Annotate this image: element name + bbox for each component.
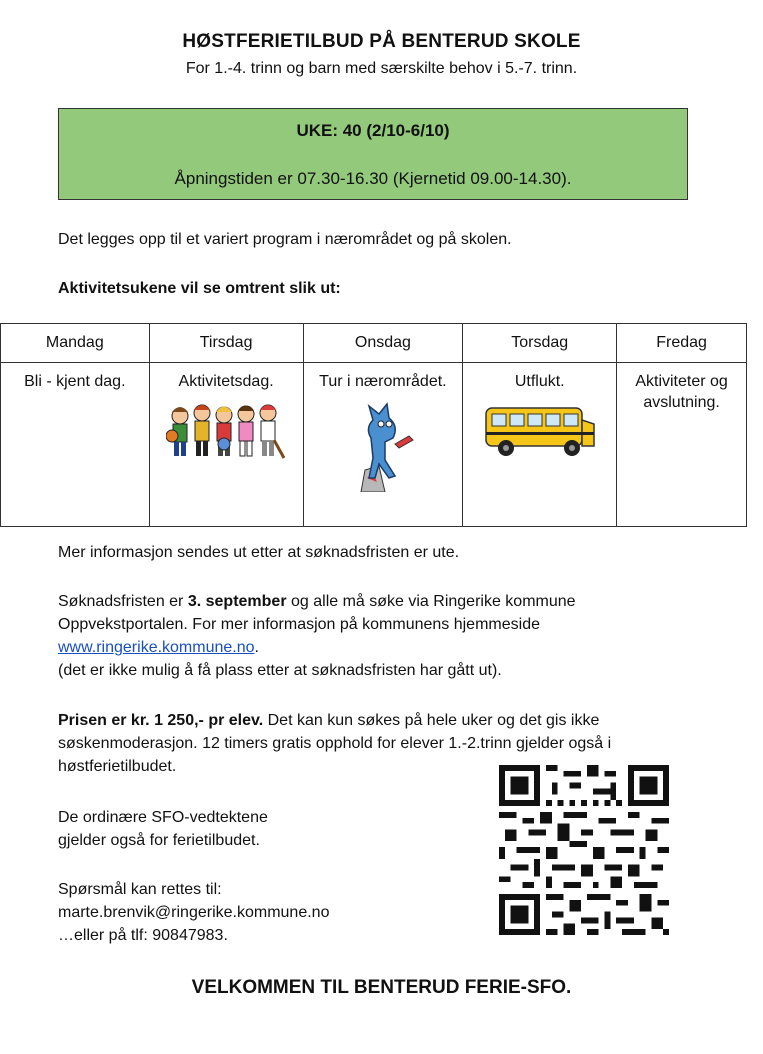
children-group-illustration <box>166 400 286 462</box>
sfo-line-2: gjelder også for ferietilbudet. <box>58 832 260 849</box>
activity-monday <box>1 363 150 527</box>
activity-wednesday <box>303 363 463 527</box>
child-4 <box>238 406 254 456</box>
contact-paragraph <box>58 878 329 947</box>
municipality-link[interactable]: www.ringerike.kommune.no <box>58 639 255 656</box>
deadline-text-1: Søknadsfristen er <box>58 593 188 610</box>
day-monday: Mandag <box>1 324 150 363</box>
day-thursday: Torsdag <box>463 324 617 363</box>
deadline-paragraph <box>58 590 576 682</box>
intro-text: Det legges opp til et variert program i nærområdet og på skolen. <box>58 231 512 248</box>
qr-code <box>499 765 669 935</box>
contact-phone: …eller på tlf: 90847983. <box>58 927 228 944</box>
child-5 <box>260 405 284 458</box>
day-friday: Fredag <box>617 324 747 363</box>
deadline-date: 3. september <box>187 593 287 610</box>
child-1 <box>166 407 188 456</box>
deadline-note: (det er ikke mulig å få plass etter at søknadsfristen har gått ut). <box>58 662 502 679</box>
wolf-hiker-illustration <box>343 400 423 492</box>
week-label: UKE: 40 (2/10-6/10) <box>296 121 450 140</box>
activity-heading: Aktivitetsukene vil se omtrent slik ut: <box>58 280 341 297</box>
deadline-line-3 <box>58 636 576 659</box>
activity-friday <box>617 363 747 527</box>
activity-tuesday <box>149 363 303 527</box>
price-text-1: Det kan kun søkes på hele uker og det gis ikke <box>263 712 600 729</box>
deadline-text-2: og alle må søke via Ringerike kommune <box>286 593 576 610</box>
activity-thursday-text: Utflukt. <box>514 373 565 390</box>
page-subtitle: For 1.-4. trinn og barn med særskilte behov i 5.-7. trinn. <box>185 60 578 77</box>
week-info-box <box>58 108 688 200</box>
deadline-line-1 <box>58 590 576 613</box>
page-title: HØSTFERIETILBUD PÅ BENTERUD SKOLE <box>182 31 581 52</box>
schedule-header-row <box>1 324 747 363</box>
price-line-2: søskenmoderasjon. 12 timers gratis opphold for elever 1.-2.trinn gjelder også i <box>58 735 612 752</box>
info-line: Mer informasjon sendes ut etter at søknadsfristen er ute. <box>58 544 460 561</box>
activity-wednesday-text: Tur i nærområdet. <box>319 373 447 390</box>
price-amount: Prisen er kr. 1 250,- pr elev. <box>58 712 264 729</box>
schedule-activity-row <box>1 363 747 527</box>
contact-line-1: Spørsmål kan rettes til: <box>58 881 222 898</box>
opening-hours: Åpningstiden er 07.30-16.30 (Kjernetid 09.00-14.30). <box>174 169 572 188</box>
school-bus-illustration <box>480 400 600 462</box>
deadline-line-2: Oppvekstportalen. For mer informasjon på kommunens hjemmeside <box>58 616 540 633</box>
activity-friday-text: Aktiviteter og avslutning. <box>635 373 728 411</box>
activity-thursday <box>463 363 617 527</box>
child-2 <box>194 405 210 456</box>
day-wednesday: Onsdag <box>303 324 463 363</box>
link-suffix: . <box>254 639 259 656</box>
activity-monday-text: Bli - kjent dag. <box>24 373 126 390</box>
contact-email: marte.brenvik@ringerike.kommune.no <box>58 904 330 921</box>
activity-tuesday-text: Aktivitetsdag. <box>178 373 274 390</box>
child-3 <box>216 407 232 457</box>
sfo-line-1: De ordinære SFO-vedtektene <box>58 809 268 826</box>
schedule-table <box>0 323 747 527</box>
sfo-paragraph <box>58 806 268 852</box>
day-tuesday: Tirsdag <box>149 324 303 363</box>
price-line-3: høstferietilbudet. <box>58 758 177 775</box>
footer-welcome: VELKOMMEN TIL BENTERUD FERIE-SFO. <box>191 977 572 998</box>
price-line-1 <box>58 709 718 732</box>
